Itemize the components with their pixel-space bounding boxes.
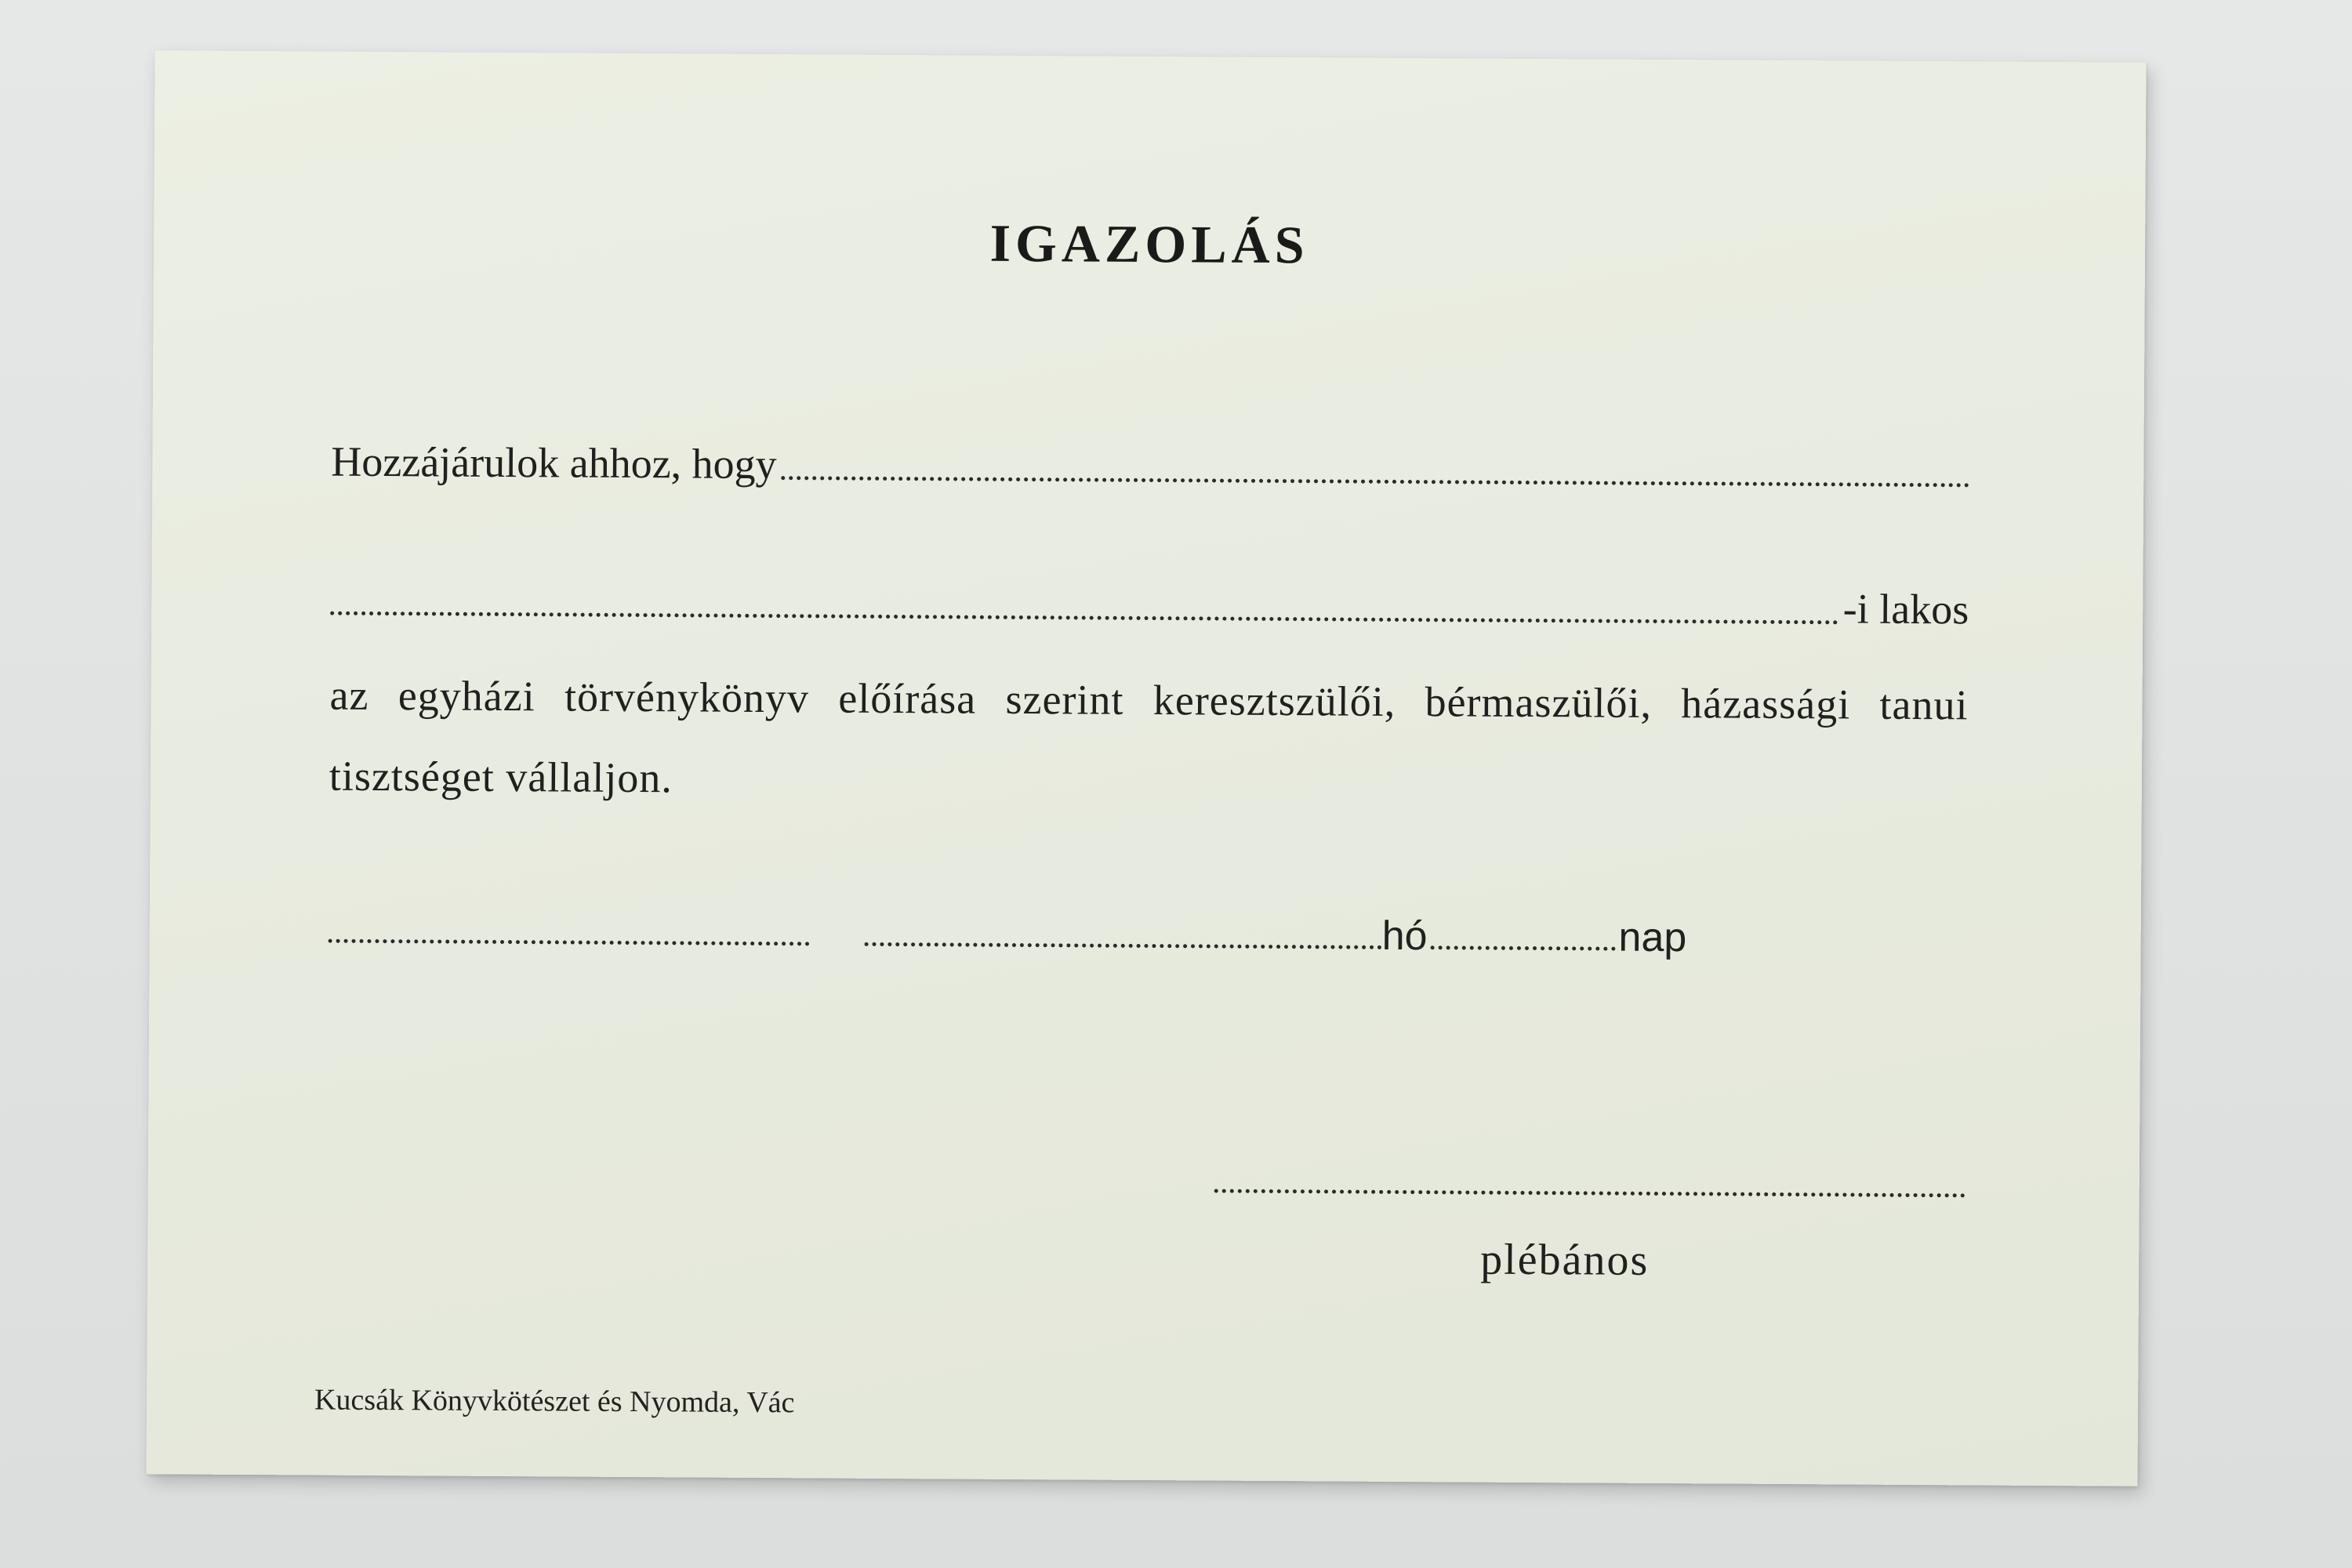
body-paragraph: az egyházi törvénykönyv előírása szerint keresztszülői, bérmaszülői, házassági tanui tisztséget vállaljon. bbox=[328, 671, 1969, 802]
place-blank-field bbox=[328, 935, 810, 946]
consent-line bbox=[331, 437, 1969, 496]
month-label: hó bbox=[1381, 913, 1428, 960]
certificate-card bbox=[146, 50, 2146, 1486]
residence-suffix: -i lakos bbox=[1842, 585, 1969, 633]
residence-line bbox=[330, 575, 1969, 634]
signature-blank-field bbox=[1214, 1185, 1965, 1198]
year-month-blank-field bbox=[865, 938, 1382, 949]
printer-credit: Kucsák Könyvkötészet és Nyomda, Vác bbox=[314, 1383, 795, 1420]
day-blank-field bbox=[1430, 941, 1615, 950]
consent-text: Hozzájárulok ahhoz, hogy bbox=[331, 437, 777, 488]
name-blank-field bbox=[782, 471, 1970, 487]
date-line bbox=[328, 906, 1687, 962]
residence-blank-field bbox=[330, 607, 1838, 625]
day-label: nap bbox=[1618, 914, 1687, 961]
signature-label: plébános bbox=[1479, 1235, 1650, 1285]
document-title: IGAZOLÁS bbox=[989, 212, 1309, 275]
